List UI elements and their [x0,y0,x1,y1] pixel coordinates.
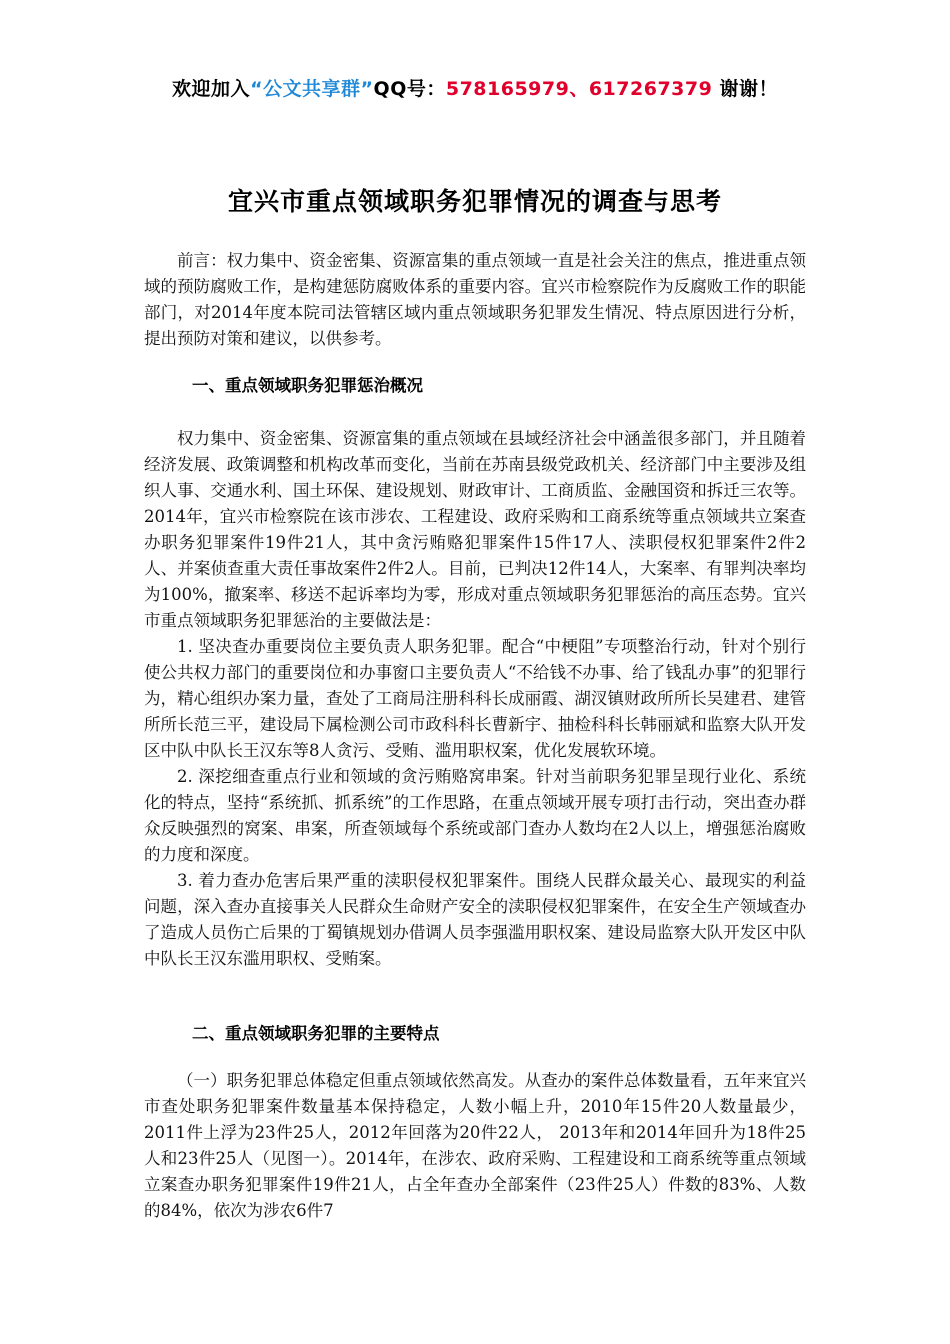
section1-item-2: 2. 深挖细查重点行业和领域的贪污贿赂窝串案。针对当前职务犯罪呈现行业化、系统化的特点，坚持“系统抓、抓系统”的工作思路，在重点领域开展专项打击行动，突出查办群众反映强烈的窝案、串案，所查领域每个系统或部门查办人数均在2人以上，增强惩治腐败的力度和深度。 [144,767,806,864]
section2-body [144,1068,806,1224]
section2-heading: 二、重点领域职务犯罪的主要特点 [192,1024,440,1043]
preface-paragraph: 前言：权力集中、资金密集、资源富集的重点领域一直是社会关注的焦点，推进重点领域的预防腐败工作，是构建惩防腐败体系的重要内容。宜兴市检察院作为反腐败工作的职能部门，对2014年度本院司法管辖区域内重点领域职务犯罪发生情况、特点原因进行分析，提出预防对策和建议，以供参考。 [144,251,806,348]
promo-header [0,74,950,101]
section2-paragraph: （一）职务犯罪总体稳定但重点领域依然高发。从查办的案件总体数量看，五年来宜兴市查处职务犯罪案件数量基本保持稳定，人数小幅上升，2010年15件20人数量最少，2011件上浮为23件25人，2012年回落为20件22人， 2013年和2014年回升为18件25人和23件25人（见图一）。2014年，在涉农、政府采购、工程建设和工商系统等重点领域立案查办职务犯罪案件19件21人，占全年查办全部案件（23件25人）件数的83%、人数的84%，依次为涉农6件7 [144,1071,806,1220]
promo-prefix: 欢迎加入 [172,78,251,100]
section1-heading: 一、重点领域职务犯罪惩治概况 [192,376,423,395]
section1-item-1: 1. 坚决查办重要岗位主要负责人职务犯罪。配合“中梗阻”专项整治行动，针对个别行使公共权力部门的重要岗位和办事窗口主要负责人“不给钱不办事、给了钱乱办事”的犯罪行为，精心组织办案力量，查处了工商局注册科科长成丽霞、湖汊镇财政所所长吴建君、建管所所长范三平，建设局下属检测公司市政科科长曹新宇、抽检科科长韩丽斌和监察大队开发区中队中队长王汉东等8人贪污、受贿、滥用职权案，优化发展软环境。 [144,637,806,760]
preface-block [144,248,806,352]
promo-qq-numbers: 578165979、617267379 [445,78,713,100]
promo-suffix: 谢谢！ [712,78,778,100]
section1-paragraph: 权力集中、资金密集、资源富集的重点领域在县域经济社会中涵盖很多部门，并且随着经济发展、政策调整和机构改革而变化，当前在苏南县级党政机关、经济部门中主要涉及组织人事、交通水利、国土环保、建设规划、财政审计、工商质监、金融国资和拆迁三农等。2014年，宜兴市检察院在该市涉农、工程建设、政府采购和工商系统等重点领域共立案查办职务犯罪案件19件21人，其中贪污贿赂犯罪案件15件17人、渎职侵权犯罪案件2件2人、并案侦查重大责任事故案件2件2人。目前，已判决12件14人，大案率、有罪判决率均为100%，撤案率、移送不起诉率均为零，形成对重点领域职务犯罪惩治的高压态势。宜兴市重点领域职务犯罪惩治的主要做法是： [144,429,806,630]
section1-item-3: 3. 着力查办危害后果严重的渎职侵权犯罪案件。围绕人民群众最关心、最现实的利益问题，深入查办直接事关人民群众生命财产安全的渎职侵权犯罪案件，在安全生产领域查办了造成人员伤亡后果的丁蜀镇规划办借调人员李强滥用职权案、建设局监察大队开发区中队中队长王汉东滥用职权、受贿案。 [144,871,806,968]
promo-qq-label: QQ号： [373,78,446,100]
document-title: 宜兴市重点领域职务犯罪情况的调查与思考 [227,187,722,216]
promo-group-name: “公文共享群” [250,78,374,100]
section1-body [144,426,806,972]
